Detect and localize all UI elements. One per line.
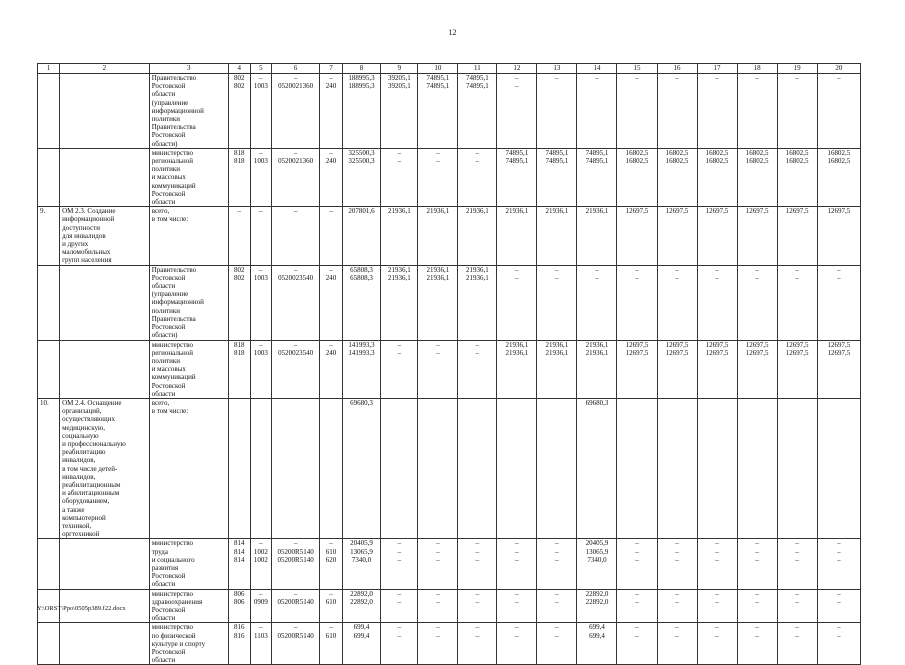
table-cell: 10. bbox=[38, 398, 60, 538]
table-cell bbox=[458, 398, 497, 538]
table-cell: – – bbox=[577, 265, 617, 340]
table-cell bbox=[38, 265, 60, 340]
table-cell: 21936,1 21936,1 bbox=[537, 340, 577, 398]
table-cell: 22892,0 22892,0 bbox=[342, 589, 381, 623]
table-cell: – 0520021360 bbox=[271, 74, 319, 149]
table-cell: – – bbox=[697, 265, 737, 340]
table-cell: – 240 bbox=[320, 148, 342, 206]
table-cell: 74895,1 74895,1 bbox=[458, 74, 497, 149]
header-cell: 19 bbox=[777, 64, 817, 74]
table-cell bbox=[60, 148, 150, 206]
table-cell: 69680,3 bbox=[342, 398, 381, 538]
table-cell: – – bbox=[458, 148, 497, 206]
table-row bbox=[38, 74, 861, 149]
table-cell: 816 816 bbox=[228, 623, 250, 665]
table-cell: – bbox=[657, 74, 697, 149]
table-cell: министерство региональной политики и массовых коммуникаций Ростовской области bbox=[149, 340, 228, 398]
table-cell: – – bbox=[497, 265, 537, 340]
table-cell: 65808,3 65808,3 bbox=[342, 265, 381, 340]
table-cell: – bbox=[228, 207, 250, 265]
table-cell bbox=[697, 398, 737, 538]
table-cell bbox=[60, 623, 150, 665]
table-cell: 12697,5 12697,5 bbox=[617, 340, 657, 398]
header-cell: 9 bbox=[381, 64, 418, 74]
table-cell: 12697,5 12697,5 bbox=[737, 340, 777, 398]
table-cell: – 1003 bbox=[250, 74, 271, 149]
table-cell: 74895,1 74895,1 bbox=[418, 74, 458, 149]
table-cell: – – bbox=[737, 265, 777, 340]
header-cell: 12 bbox=[497, 64, 537, 74]
table-cell: – – bbox=[381, 148, 418, 206]
header-cell: 7 bbox=[320, 64, 342, 74]
header-cell: 14 bbox=[577, 64, 617, 74]
table-cell: 69680,3 bbox=[577, 398, 617, 538]
table-cell bbox=[777, 398, 817, 538]
table-cell: 21936,1 21936,1 bbox=[418, 265, 458, 340]
table-cell: – – bbox=[458, 340, 497, 398]
table-cell: 74895,1 74895,1 bbox=[577, 148, 617, 206]
table-cell: – bbox=[697, 74, 737, 149]
table-cell: 188995,3 188995,3 bbox=[342, 74, 381, 149]
table-cell bbox=[60, 340, 150, 398]
table-cell bbox=[60, 74, 150, 149]
table-cell: министерство региональной политики и массовых коммуникаций Ростовской области bbox=[149, 148, 228, 206]
table-cell: 74895,1 74895,1 bbox=[497, 148, 537, 206]
table-row bbox=[38, 207, 861, 265]
table-cell: – – bbox=[537, 265, 577, 340]
table-cell: 21936,1 21936,1 bbox=[381, 265, 418, 340]
table-cell: 141993,3 141993,3 bbox=[342, 340, 381, 398]
header-cell: 6 bbox=[271, 64, 319, 74]
table-cell: – – – bbox=[418, 539, 458, 589]
table-cell: – – bbox=[617, 265, 657, 340]
header-cell: 4 bbox=[228, 64, 250, 74]
table-cell: – 1103 bbox=[250, 623, 271, 665]
table-cell: – – – bbox=[737, 539, 777, 589]
header-cell: 11 bbox=[458, 64, 497, 74]
table-cell: всего, в том числе: bbox=[149, 398, 228, 538]
table-cell: 12697,5 bbox=[737, 207, 777, 265]
table-cell: – – bbox=[537, 623, 577, 665]
table-cell: – – – bbox=[697, 539, 737, 589]
table-cell: – 240 bbox=[320, 265, 342, 340]
table-cell: – – bbox=[497, 589, 537, 623]
table-cell: ОМ 2.4. Оснащение организаций, осуществляющих медицинскую, социальную и профессиональную реабилитацию инвалидов, в том числе детей- инвалидов, реабилитационным и абилитационным оборудованием, а также компьютерной техникой, оргтехникой bbox=[60, 398, 150, 538]
table-cell: 802 802 bbox=[228, 74, 250, 149]
table-cell: 21936,1 21936,1 bbox=[458, 265, 497, 340]
table-cell bbox=[657, 398, 697, 538]
table-cell bbox=[537, 398, 577, 538]
table-cell bbox=[60, 539, 150, 589]
header-row bbox=[38, 64, 861, 74]
table-row bbox=[38, 265, 861, 340]
table-cell: – – bbox=[777, 623, 817, 665]
table-cell: – – bbox=[458, 623, 497, 665]
table-cell: 16802,5 16802,5 bbox=[777, 148, 817, 206]
table-cell: 21936,1 21936,1 bbox=[577, 340, 617, 398]
table-cell: – 05200R5140 bbox=[271, 589, 319, 623]
header-cell: 13 bbox=[537, 64, 577, 74]
header-cell: 18 bbox=[737, 64, 777, 74]
table-row bbox=[38, 340, 861, 398]
header-cell: 10 bbox=[418, 64, 458, 74]
table-cell bbox=[617, 398, 657, 538]
table-cell: – – – bbox=[817, 539, 860, 589]
table-cell: – – bbox=[777, 589, 817, 623]
table-cell: – bbox=[777, 74, 817, 149]
table-cell: – – bbox=[737, 589, 777, 623]
table-cell bbox=[737, 398, 777, 538]
file-path-footer: Y:\ORST\Ppo\0505p389.f22.docx bbox=[37, 605, 126, 612]
table-cell: – – bbox=[697, 589, 737, 623]
table-cell: – – bbox=[817, 265, 860, 340]
table-cell bbox=[38, 539, 60, 589]
table-cell: – – – bbox=[657, 539, 697, 589]
table-cell: – – bbox=[617, 589, 657, 623]
table-cell: 39205,1 39205,1 bbox=[381, 74, 418, 149]
table-cell: – 240 bbox=[320, 74, 342, 149]
table-cell: – – bbox=[418, 623, 458, 665]
table-cell: всего, в том числе: bbox=[149, 207, 228, 265]
table-cell: – 1003 bbox=[250, 340, 271, 398]
table-cell: – – bbox=[418, 148, 458, 206]
table-cell: – – – bbox=[381, 539, 418, 589]
table-cell: 818 818 bbox=[228, 340, 250, 398]
table-row bbox=[38, 148, 861, 206]
table-cell bbox=[38, 74, 60, 149]
table-row bbox=[38, 589, 861, 623]
table-cell: – 05200R5140 05200R5140 bbox=[271, 539, 319, 589]
header-cell: 3 bbox=[149, 64, 228, 74]
table-cell: 802 802 bbox=[228, 265, 250, 340]
table-cell: 16802,5 16802,5 bbox=[697, 148, 737, 206]
table-cell: – – bbox=[418, 340, 458, 398]
table-cell bbox=[381, 398, 418, 538]
table-cell: – – bbox=[737, 623, 777, 665]
table-cell bbox=[228, 398, 250, 538]
table-cell: – 05200R5140 bbox=[271, 623, 319, 665]
table-cell: 16802,5 16802,5 bbox=[657, 148, 697, 206]
header-cell: 17 bbox=[697, 64, 737, 74]
table-cell: – – bbox=[458, 589, 497, 623]
table-cell: – – – bbox=[617, 539, 657, 589]
page-number: 12 bbox=[448, 28, 457, 37]
table-cell: – bbox=[817, 74, 860, 149]
table-cell: – – bbox=[657, 623, 697, 665]
table-cell: министерство по физической культуре и спорту Ростовской области bbox=[149, 623, 228, 665]
table-cell: – – bbox=[697, 623, 737, 665]
table-cell: 806 806 bbox=[228, 589, 250, 623]
table-cell: – – bbox=[817, 589, 860, 623]
table-cell: 21936,1 bbox=[497, 207, 537, 265]
table-row bbox=[38, 539, 861, 589]
table-cell: 814 814 814 bbox=[228, 539, 250, 589]
table-cell: – – bbox=[381, 589, 418, 623]
table-cell: 22892,0 22892,0 bbox=[577, 589, 617, 623]
table-cell: – 0909 bbox=[250, 589, 271, 623]
table-cell: 12697,5 12697,5 bbox=[697, 340, 737, 398]
table-cell: 12697,5 bbox=[617, 207, 657, 265]
table-cell: – 1003 bbox=[250, 265, 271, 340]
table-cell bbox=[271, 398, 319, 538]
table-cell: 16802,5 16802,5 bbox=[737, 148, 777, 206]
table-cell: 21936,1 bbox=[577, 207, 617, 265]
table-cell: 21936,1 bbox=[458, 207, 497, 265]
table-cell: 21936,1 bbox=[537, 207, 577, 265]
table-cell: министерство труда и социального развития Ростовской области bbox=[149, 539, 228, 589]
table-cell: – – – bbox=[777, 539, 817, 589]
table-cell bbox=[817, 398, 860, 538]
table-cell: 74895,1 74895,1 bbox=[537, 148, 577, 206]
table-cell: 699,4 699,4 bbox=[342, 623, 381, 665]
table-cell: 12697,5 12697,5 bbox=[777, 340, 817, 398]
table-cell: – – bbox=[617, 623, 657, 665]
table-cell: 207801,6 bbox=[342, 207, 381, 265]
table-cell: – – – bbox=[537, 539, 577, 589]
table-cell: – bbox=[737, 74, 777, 149]
table-cell: – – bbox=[418, 589, 458, 623]
table-cell: – 1003 bbox=[250, 148, 271, 206]
table-cell: – 240 bbox=[320, 340, 342, 398]
table-cell: – – – bbox=[458, 539, 497, 589]
table-cell: – – bbox=[381, 340, 418, 398]
table-cell: – 1002 1002 bbox=[250, 539, 271, 589]
table-cell: – – – bbox=[497, 539, 537, 589]
table-cell: – bbox=[271, 207, 319, 265]
header-cell: 15 bbox=[617, 64, 657, 74]
table-cell: 12697,5 bbox=[697, 207, 737, 265]
table-cell: Правительство Ростовской области (управление информационной политики Правительства Ростовской области) bbox=[149, 265, 228, 340]
table-cell: – – bbox=[777, 265, 817, 340]
table-cell: министерство здравоохранения Ростовской области bbox=[149, 589, 228, 623]
table-cell: – – bbox=[657, 589, 697, 623]
table-cell: 12697,5 bbox=[817, 207, 860, 265]
table-row bbox=[38, 623, 861, 665]
table-cell: 12697,5 12697,5 bbox=[817, 340, 860, 398]
header-cell: 5 bbox=[250, 64, 271, 74]
table-cell: 12697,5 bbox=[777, 207, 817, 265]
table-cell: – bbox=[250, 207, 271, 265]
header-cell: 8 bbox=[342, 64, 381, 74]
table-cell: 12697,5 12697,5 bbox=[657, 340, 697, 398]
table-cell: – – bbox=[381, 623, 418, 665]
table-cell: – – bbox=[657, 265, 697, 340]
table-cell: – 0520023540 bbox=[271, 340, 319, 398]
table-cell: 818 818 bbox=[228, 148, 250, 206]
table-cell bbox=[418, 398, 458, 538]
table-cell: – bbox=[577, 74, 617, 149]
table-cell bbox=[250, 398, 271, 538]
table-cell bbox=[497, 398, 537, 538]
table-cell bbox=[60, 265, 150, 340]
table-cell: – 0520021360 bbox=[271, 148, 319, 206]
table-cell: – 610 bbox=[320, 623, 342, 665]
table-cell bbox=[38, 623, 60, 665]
header-cell: 16 bbox=[657, 64, 697, 74]
table-cell bbox=[38, 340, 60, 398]
table-cell: 699,4 699,4 bbox=[577, 623, 617, 665]
table-cell: – 610 620 bbox=[320, 539, 342, 589]
table-cell: – – bbox=[497, 74, 537, 149]
table-cell: 16802,5 16802,5 bbox=[617, 148, 657, 206]
table-cell: – – bbox=[537, 589, 577, 623]
table-cell: ОМ 2.3. Создание информационной доступности для инвалидов и других маломобильных групп населения bbox=[60, 207, 150, 265]
table-cell: – bbox=[617, 74, 657, 149]
table-cell: 21936,1 bbox=[418, 207, 458, 265]
table-cell: 21936,1 bbox=[381, 207, 418, 265]
table-cell: 16802,5 16802,5 bbox=[817, 148, 860, 206]
table-cell bbox=[320, 398, 342, 538]
header-cell: 1 bbox=[38, 64, 60, 74]
table-cell: – 610 bbox=[320, 589, 342, 623]
table-cell bbox=[38, 148, 60, 206]
table-cell: – bbox=[320, 207, 342, 265]
header-cell: 20 bbox=[817, 64, 860, 74]
table-cell: – 0520023540 bbox=[271, 265, 319, 340]
budget-table bbox=[37, 63, 861, 665]
table-cell: – bbox=[537, 74, 577, 149]
table-cell: – – bbox=[817, 623, 860, 665]
table-cell: 20405,9 13065,9 7340,0 bbox=[342, 539, 381, 589]
table-cell: 20405,9 13065,9 7340,0 bbox=[577, 539, 617, 589]
table-cell: – – bbox=[497, 623, 537, 665]
header-cell: 2 bbox=[60, 64, 150, 74]
table-cell: 325500,3 325500,3 bbox=[342, 148, 381, 206]
table-cell: 9. bbox=[38, 207, 60, 265]
table-cell: 12697,5 bbox=[657, 207, 697, 265]
table-cell: 21936,1 21936,1 bbox=[497, 340, 537, 398]
table-row bbox=[38, 398, 861, 538]
table-cell: Правительство Ростовской области (управление информационной политики Правительства Ростовской области) bbox=[149, 74, 228, 149]
